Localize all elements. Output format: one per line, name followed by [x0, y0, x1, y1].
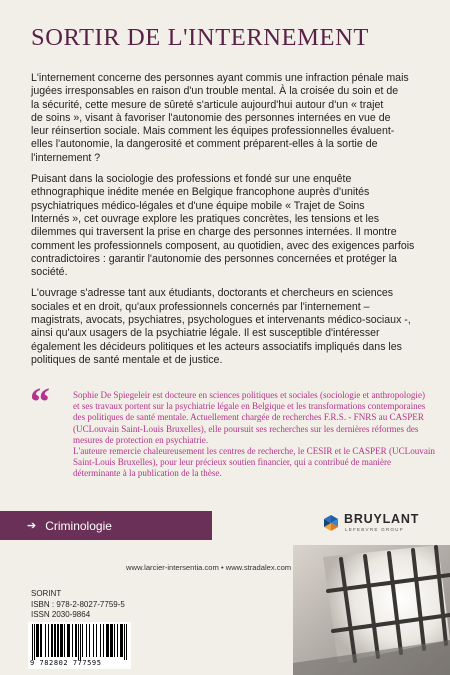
publisher-emblem-icon	[322, 514, 340, 532]
barcode-bar	[36, 624, 37, 657]
barcode-bar	[69, 624, 70, 657]
author-bio	[73, 390, 435, 480]
barcode-bar	[86, 624, 87, 657]
barcode-bar	[82, 624, 83, 657]
summary-paragraph-2	[31, 173, 423, 279]
category-label: Criminologie	[45, 518, 112, 533]
barcode-bar	[93, 624, 94, 657]
bio-line: Sophie De Spiegeleir est docteure en sciences politiques et sociales (sociologie et anthropologie)	[73, 390, 426, 400]
summary-line: sociales et en droit, qu'aux professionnels concernés par l'internement –	[31, 300, 370, 313]
barcode-bar	[34, 624, 35, 660]
barcode-bar	[117, 624, 118, 657]
book-title: SORTIR DE L'INTERNEMENT	[31, 24, 369, 51]
bio-line: Saint-Louis Bruxelles), pour leur précieux soutien financier, qui a contribué de manière	[73, 457, 392, 468]
barcode-bar	[80, 624, 81, 660]
summary-line: comment les professionnels composent, au quotidien, avec des exigences parfois	[31, 239, 415, 252]
bio-line: L'auteure remercie chaleureusement les centres de recherche, le CESIR et le CASPER (UCLouvain	[73, 446, 435, 457]
summary-line: également les décideurs politiques et les acteurs associatifs impliqués dans les	[31, 340, 402, 353]
bio-line: déterminante à la publication de la thèse.	[73, 468, 222, 479]
barcode-bar	[45, 624, 46, 657]
barcode-bar	[126, 624, 127, 660]
summary-line: magistrats, avocats, psychiatres, psychologues et intervenants médico-sociaux -,	[31, 314, 411, 327]
barcode-bar	[38, 624, 39, 657]
barcode-bar	[111, 624, 112, 657]
back-cover-summary	[31, 72, 423, 375]
barcode	[28, 622, 131, 669]
barcode-bars-icon	[28, 624, 131, 662]
isbn-number: ISBN : 978-2-8027-7759-5	[31, 599, 125, 609]
barcode-bar	[60, 624, 61, 657]
barcode-bar	[108, 624, 109, 657]
summary-line: contradictoires : garantir l'autonomie des personnes concernées et protéger la	[31, 252, 397, 265]
summary-line: ainsi qu'aux usagers de la psychiatrie légale. Il est susceptible d'intéresser	[31, 327, 380, 340]
barcode-bar	[103, 624, 104, 657]
summary-line: L'internement concerne des personnes ayant commis une infraction pénale mais	[31, 72, 409, 84]
barcode-bar	[122, 624, 123, 657]
publisher-name: BRUYLANT	[344, 512, 420, 526]
barcode-bar	[112, 624, 113, 657]
cover-photo-barred-window	[293, 545, 450, 675]
barcode-bar	[41, 624, 42, 657]
bio-line: mesures de protection en psychiatrie.	[73, 434, 209, 445]
barcode-bar	[62, 624, 63, 657]
barcode-bar	[61, 624, 62, 657]
barcode-bar	[107, 624, 108, 657]
publisher-websites: www.larcier-intersentia.com • www.stradalex.com	[126, 563, 292, 572]
barcode-bar	[114, 624, 115, 657]
barcode-bar	[64, 624, 65, 657]
publisher-subtitle: LEFEBVRE GROUP	[345, 527, 404, 532]
barcode-bar	[67, 624, 68, 657]
bio-line: et ses travaux portent sur la psychiatrie légale en Belgique et les transformations contemporaines	[73, 401, 426, 412]
summary-line: ethnographique inédite menée en Belgique francophone auprès d'unités	[31, 186, 370, 199]
barcode-digits: 9 782802 777595	[30, 659, 102, 667]
summary-line: Internés », cet ouvrage explore les pratiques concrètes, les tensions et les	[31, 212, 380, 225]
barcode-bar	[96, 624, 97, 657]
summary-line: psychiatriques médico-légales et d'une équipe mobile « Trajet de Soins	[31, 199, 365, 212]
summary-line: Puisant dans la sociologie des professions et fondé sur une enquête	[31, 173, 352, 186]
barcode-bar	[58, 624, 59, 657]
bio-line: des politiques de santé mentale. Actuellement chargée de recherches F.R.S. - FNRS au CASPER	[73, 412, 424, 423]
barcode-bar	[121, 624, 122, 657]
summary-line: dilemmes qui traversent la prise en charge des personnes internées. Il montre	[31, 226, 397, 239]
summary-paragraph-3	[31, 287, 423, 367]
barcode-bar	[100, 624, 101, 657]
summary-line: la sécurité, cette mesure de sûreté s'articule aujourd'hui autour d'un « trajet	[31, 98, 384, 111]
barcode-bar	[37, 624, 38, 657]
barcode-bar	[75, 624, 76, 657]
bio-line: (UCLouvain Saint-Louis Bruxelles), elle poursuit ses recherches sur les dernières réformes des	[73, 423, 419, 434]
barcode-bar	[48, 624, 49, 657]
barcode-bar	[120, 624, 121, 657]
barcode-bar	[72, 624, 73, 657]
series-code: SORINT	[31, 589, 62, 598]
barcode-bar	[54, 624, 55, 657]
quote-mark-icon: “	[30, 379, 50, 424]
barcode-bar	[40, 624, 41, 657]
summary-line: L'ouvrage s'adresse tant aux étudiants, doctorants et chercheurs en sciences	[31, 287, 394, 300]
arrow-right-icon: ➔	[27, 520, 37, 532]
barcode-bar	[32, 624, 33, 660]
barcode-bar	[124, 624, 125, 660]
summary-line: l'internement ?	[31, 151, 101, 164]
barcode-bar	[110, 624, 111, 657]
summary-line: de soins », visant à favoriser l'autonomie des personnes internées en vue de	[31, 111, 391, 124]
barcode-bar	[55, 624, 56, 657]
barcode-bar	[57, 624, 58, 657]
barcode-bar	[89, 624, 90, 657]
summary-paragraph-1	[31, 72, 423, 165]
category-band	[0, 511, 212, 540]
summary-line: société.	[31, 266, 68, 279]
summary-line: jugées irresponsables en raison d'un trouble mental. À la croisée du soin et de	[31, 85, 399, 98]
publisher-logo	[322, 512, 432, 534]
barcode-bar	[68, 624, 69, 657]
issn-number: ISSN 2030-9864	[31, 610, 91, 620]
barred-window-image	[293, 545, 450, 675]
summary-line: leur réinsertion sociale. Mais comment les équipes professionnelles évaluent-	[31, 125, 395, 138]
summary-line: elles l'autonomie, la dangerosité et comment préparent-elles à la sortie de	[31, 138, 378, 151]
barcode-bar	[51, 624, 52, 657]
barcode-bar	[76, 624, 77, 657]
barcode-bar	[52, 624, 53, 657]
isbn-block	[31, 589, 125, 621]
barcode-bar	[78, 624, 79, 660]
summary-line: politiques de santé mentale et de justice.	[31, 353, 223, 366]
barcode-bar	[106, 624, 107, 657]
